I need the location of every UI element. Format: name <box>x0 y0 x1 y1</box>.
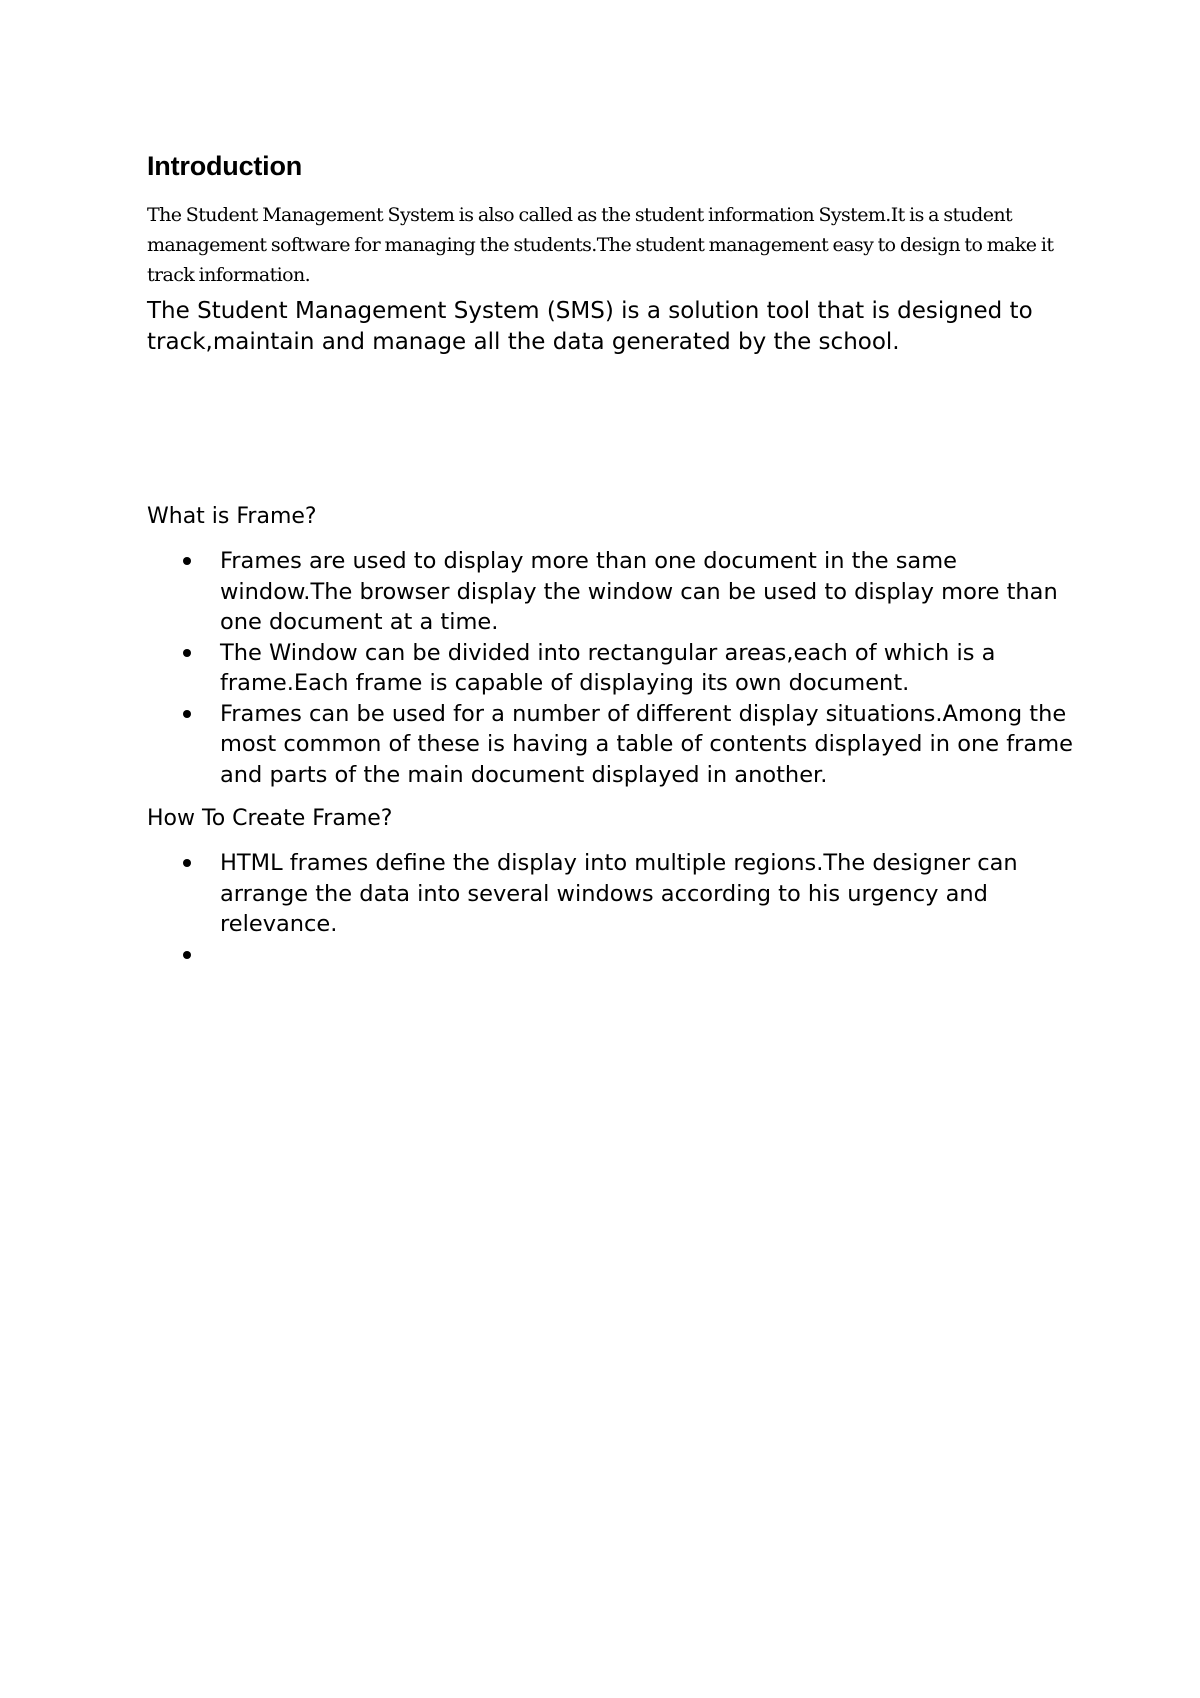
bullet-icon <box>183 710 191 718</box>
frame-section-title: What is Frame? <box>147 504 317 529</box>
list-item-text: The Window can be divided into rectangular areas,each of which is a frame.Each frame is capable of displaying its own document. <box>220 639 996 696</box>
list-item-text: Frames are used to display more than one document in the same window.The browser display the window can be used to display more than one document at a time. <box>220 548 1058 635</box>
frame-bullet-list <box>147 546 1077 790</box>
bullet-icon <box>183 649 191 657</box>
list-item-text: HTML frames define the display into multiple regions.The designer can arrange the data into several windows according to his urgency and relevance. <box>220 850 1018 937</box>
intro-paragraph: The Student Management System is also called as the student information System.It is a student management software for managing the students.The student management easy to design to make it track information. <box>147 204 1054 286</box>
bullet-icon <box>183 859 191 867</box>
bullet-icon <box>183 557 191 565</box>
blank-space <box>147 358 1077 502</box>
list-item-empty <box>147 940 1077 970</box>
list-item <box>147 546 1077 638</box>
create-bullet-list <box>147 848 1077 970</box>
list-item <box>147 848 1077 940</box>
list-item <box>147 638 1077 699</box>
list-item <box>147 699 1077 791</box>
sms-paragraph: The Student Management System (SMS) is a solution tool that is designed to track,maintain and manage all the data generated by the school. <box>147 298 1033 355</box>
document-body <box>147 148 1077 984</box>
bullet-icon <box>183 951 191 959</box>
create-section-title: How To Create Frame? <box>147 806 393 831</box>
list-item-text: Frames can be used for a number of different display situations.Among the most common of these is having a table of contents displayed in one frame and parts of the main document displayed in another. <box>220 700 1073 788</box>
heading-introduction: Introduction <box>147 151 303 181</box>
